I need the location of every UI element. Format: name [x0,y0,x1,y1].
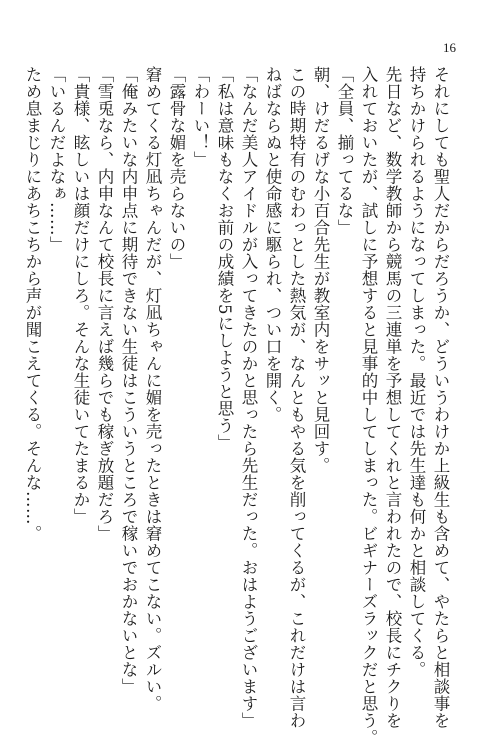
page-number: 16 [443,40,456,55]
text-line: 「雪兎なら、内申なんて校長に言えば幾らでも稼ぎ放題だろ」 [95,66,114,542]
text-line: この時期特有のむわっとした熱気が、なんともやる気を削ってくるが、これだけは言わ [287,66,306,729]
text-line: 「私は意味もなくお前の成績を5にしようと思う」 [215,66,234,451]
text-line: ため息まじりにあちこちから声が聞こえてくる。そんな……。 [23,66,42,542]
text-line: 「全員、揃ってるな」 [335,66,354,236]
text-line: 「いるんだよなぁ……」 [47,66,66,253]
text-line: 「なんだ美人アイドルが入ってきたのかと思ったら先生だった。おはようございます」 [239,66,258,729]
text-line: 先日など、数学教師から競馬の三連単を予想してくれと言われたので、校長にチクりを [383,66,402,729]
text-line: 「わーい！」 [191,66,210,168]
text-line: 「俺みたいな内申点に期待できない生徒はこういうところで稼いでおかないとな」 [119,66,138,695]
text-line: 朝、けだるげな小百合先生が教室内をサッと見回す。 [311,66,330,474]
text-line: 「露骨な媚を売らないの」 [167,66,186,270]
text-line: それにしても聖人だからだろうか、どういうわけか上級生も含めて、やたらと相談事を [431,66,450,729]
text-line: 「貴様、眩しいは顔だけにしろ。そんな生徒いてたまるか」 [71,66,90,525]
vertical-text-body [20,66,452,746]
text-line: 入れておいたが、試しに予想すると見事的中してしまった。ビギナーズラックだと思う。 [359,66,378,746]
text-line: 窘めてくる灯凪ちゃんだが、灯凪ちゃんに媚を売ったときは窘めてこない。ズルい。 [143,66,162,712]
text-line: 持ちかけられるようになってしまった。最近では先生達も何かと相談してくる。 [407,66,426,678]
text-line: ねばならぬと使命感に駆られ、つい口を開く。 [263,66,282,423]
